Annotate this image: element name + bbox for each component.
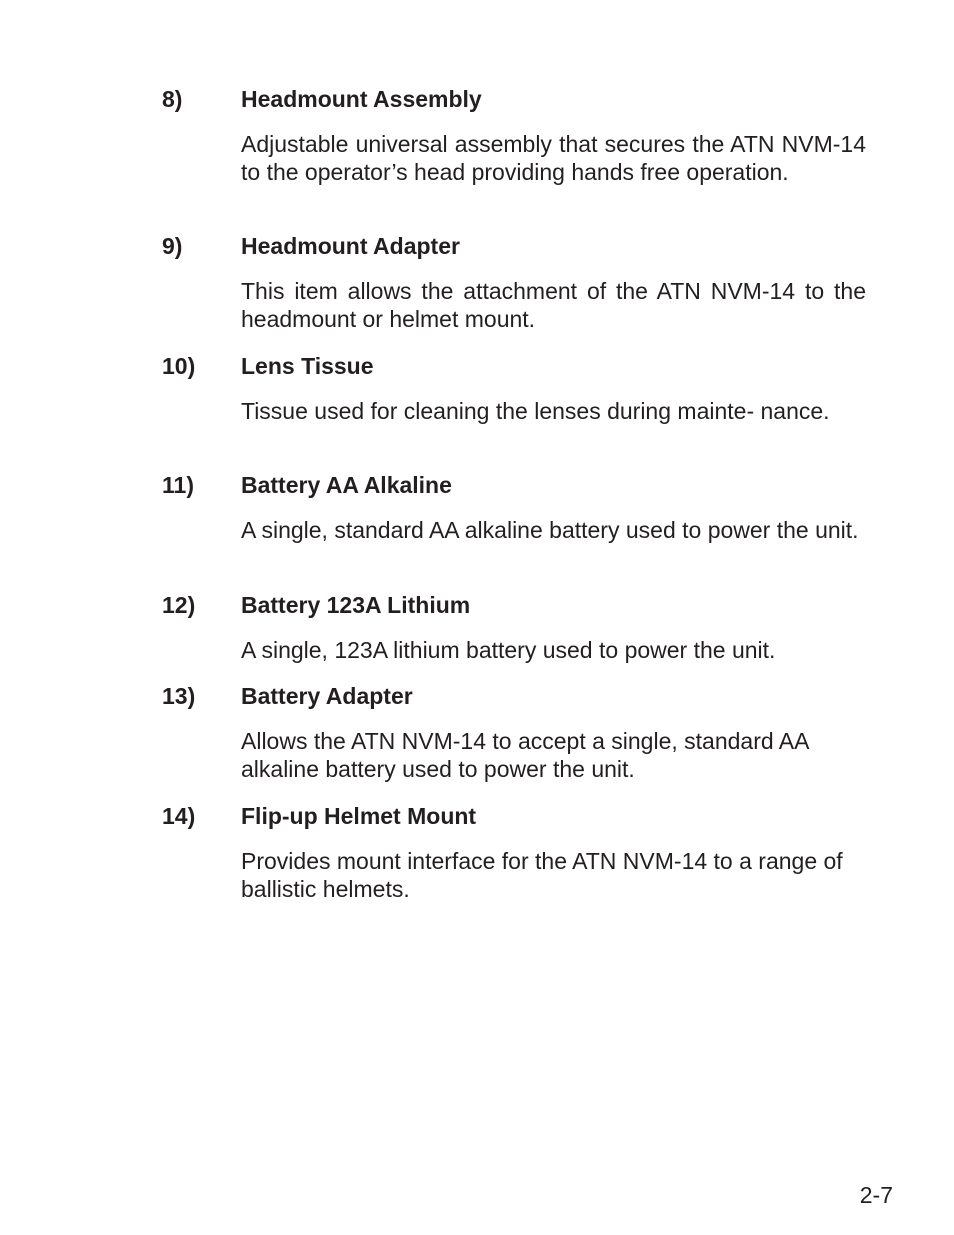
item-number: 8) (162, 86, 183, 112)
item-title: Lens Tissue (241, 353, 374, 379)
item-number: 9) (162, 233, 183, 259)
page-number: 2-7 (859, 1182, 893, 1208)
item-heading (162, 232, 866, 260)
item-number: 10) (162, 353, 196, 379)
item-heading (162, 352, 866, 380)
item-number: 14) (162, 803, 196, 829)
list-item-battery-aa-alkaline (162, 471, 866, 544)
item-heading (162, 471, 866, 499)
item-description: Provides mount interface for the ATN NVM-14 to a range of ballistic helmets. (241, 848, 843, 902)
item-description: Allows the ATN NVM-14 to accept a single, standard AA alkaline battery used to power the unit. (241, 728, 809, 782)
item-heading (162, 682, 866, 710)
item-title: Headmount Assembly (241, 86, 482, 112)
item-title: Battery Adapter (241, 683, 413, 709)
item-description: A single, standard AA alkaline battery used to power the unit. (241, 517, 859, 543)
item-heading (162, 802, 866, 830)
list-item-headmount-assembly (162, 85, 866, 186)
item-title: Headmount Adapter (241, 233, 460, 259)
item-number: 11) (162, 472, 194, 498)
item-description: A single, 123A lithium battery used to power the unit. (241, 637, 776, 663)
item-description: Adjustable universal assembly that secures the ATN NVM-14 to the operator’s head providing hands free operation. (241, 131, 866, 185)
item-number: 12) (162, 592, 196, 618)
item-description: Tissue used for cleaning the lenses during mainte- nance. (241, 398, 830, 424)
list-item-flip-up-helmet-mount (162, 802, 866, 903)
item-heading (162, 591, 866, 619)
list-item-battery-adapter (162, 682, 866, 783)
item-heading (162, 85, 866, 113)
item-description: This item allows the attachment of the ATN NVM-14 to the headmount or helmet mount. (241, 278, 866, 332)
list-item-battery-123a-lithium (162, 591, 866, 664)
item-title: Battery AA Alkaline (241, 472, 452, 498)
list-item-headmount-adapter (162, 232, 866, 333)
item-number: 13) (162, 683, 196, 709)
item-title: Flip-up Helmet Mount (241, 803, 477, 829)
list-item-lens-tissue (162, 352, 866, 425)
item-title: Battery 123A Lithium (241, 592, 471, 618)
